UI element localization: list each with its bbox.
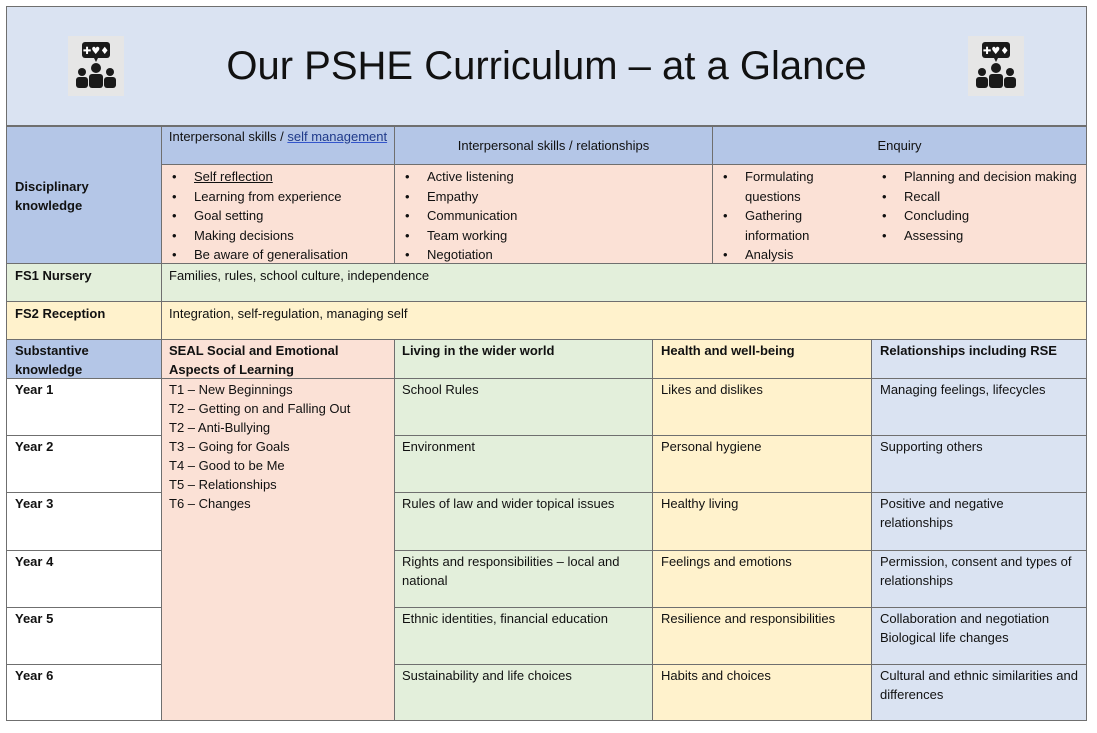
header-self-management-prefix: Interpersonal skills /: [168, 129, 288, 144]
fs2-text: Integration, self-regulation, managing self: [161, 301, 1087, 340]
list-item: T5 – Relationships: [169, 477, 277, 492]
health-cell: Feelings and emotions: [652, 550, 872, 608]
list-item: • Be aware of generalisation: [168, 245, 390, 265]
fs1-text: Families, rules, school culture, independence: [161, 263, 1087, 302]
disciplinary-col2: [394, 164, 713, 264]
list-item: • Goal setting: [168, 206, 390, 226]
health-cell: Likes and dislikes: [652, 378, 872, 436]
list-item: • Assessing: [878, 226, 1078, 246]
relationships-cell: Collaboration and negotiation Biological life changes: [871, 607, 1087, 665]
seal-terms: [161, 378, 395, 721]
header-relationships: Interpersonal skills / relationships: [394, 126, 713, 165]
page-title: Our PSHE Curriculum – at a Glance: [226, 44, 867, 88]
wider-world-cell: Rights and responsibilities – local and national: [394, 550, 653, 608]
list-item: • Analysis: [719, 245, 869, 265]
relationships-cell: Managing feelings, lifecycles: [871, 378, 1087, 436]
community-icon: [968, 36, 1024, 96]
health-cell: Personal hygiene: [652, 435, 872, 493]
list-item: • Recall: [878, 187, 1078, 207]
relationships-cell: Cultural and ethnic similarities and differences: [871, 664, 1087, 721]
fs1-label: FS1 Nursery: [6, 263, 162, 302]
list-item: • Concluding: [878, 206, 1078, 226]
disciplinary-label: Disciplinary knowledge: [6, 126, 162, 264]
year-label: Year 4: [6, 550, 162, 608]
disciplinary-col1: [161, 164, 395, 264]
list-item: • Formulating questions: [719, 167, 869, 206]
list-item: • Learning from experience: [168, 187, 390, 207]
list-item: T3 – Going for Goals: [169, 439, 290, 454]
health-cell: Resilience and responsibilities: [652, 607, 872, 665]
list-item: T6 – Changes: [169, 496, 251, 511]
list-item: [168, 167, 390, 187]
list-item-text: Self reflection: [194, 169, 273, 184]
fs2-label: FS2 Reception: [6, 301, 162, 340]
enquiry-list-a: [719, 167, 869, 265]
year-label: Year 5: [6, 607, 162, 665]
seal-header: SEAL Social and Emotional Aspects of Learning: [161, 339, 395, 379]
health-header: Health and well-being: [652, 339, 872, 379]
substantive-label: Substantive knowledge: [6, 339, 162, 379]
disciplinary-col3: [712, 164, 1087, 264]
community-icon: [68, 36, 124, 96]
curriculum-page: [6, 6, 1087, 721]
list-item: T2 – Anti-Bullying: [169, 420, 271, 435]
header-self-management: [161, 126, 395, 165]
wider-world-cell: Environment: [394, 435, 653, 493]
list-item: • Communication: [401, 206, 708, 226]
svg-text:✚♥♦: ✚♥♦: [82, 46, 110, 57]
relationships-header: Relationships including RSE: [871, 339, 1087, 379]
wider-world-header: Living in the wider world: [394, 339, 653, 379]
list-item: • Gathering information: [719, 206, 869, 245]
list-item: • Planning and decision making: [878, 167, 1078, 187]
enquiry-list-b: [878, 167, 1078, 245]
svg-text:✚♥♦: ✚♥♦: [982, 46, 1010, 57]
year-label: Year 6: [6, 664, 162, 721]
year-label: Year 2: [6, 435, 162, 493]
wider-world-cell: Rules of law and wider topical issues: [394, 492, 653, 551]
relationships-cell: Positive and negative relationships: [871, 492, 1087, 551]
year-label: Year 1: [6, 378, 162, 436]
list-item: • Active listening: [401, 167, 708, 187]
wider-world-cell: School Rules: [394, 378, 653, 436]
list-item: • Making decisions: [168, 226, 390, 246]
wider-world-cell: Sustainability and life choices: [394, 664, 653, 721]
list-item: • Team working: [401, 226, 708, 246]
list-item: T1 – New Beginnings: [169, 382, 293, 397]
relationships-cell: Supporting others: [871, 435, 1087, 493]
health-cell: Healthy living: [652, 492, 872, 551]
header-self-management-link: self management: [287, 129, 388, 144]
list-item: • Empathy: [401, 187, 708, 207]
header-enquiry: Enquiry: [712, 126, 1087, 165]
wider-world-cell: Ethnic identities, financial education: [394, 607, 653, 665]
list-item: T2 – Getting on and Falling Out: [169, 401, 351, 416]
year-label: Year 3: [6, 492, 162, 551]
relationships-cell: Permission, consent and types of relationships: [871, 550, 1087, 608]
health-cell: Habits and choices: [652, 664, 872, 721]
list-item: • Negotiation: [401, 245, 708, 265]
list-item: T4 – Good to be Me: [169, 458, 285, 473]
